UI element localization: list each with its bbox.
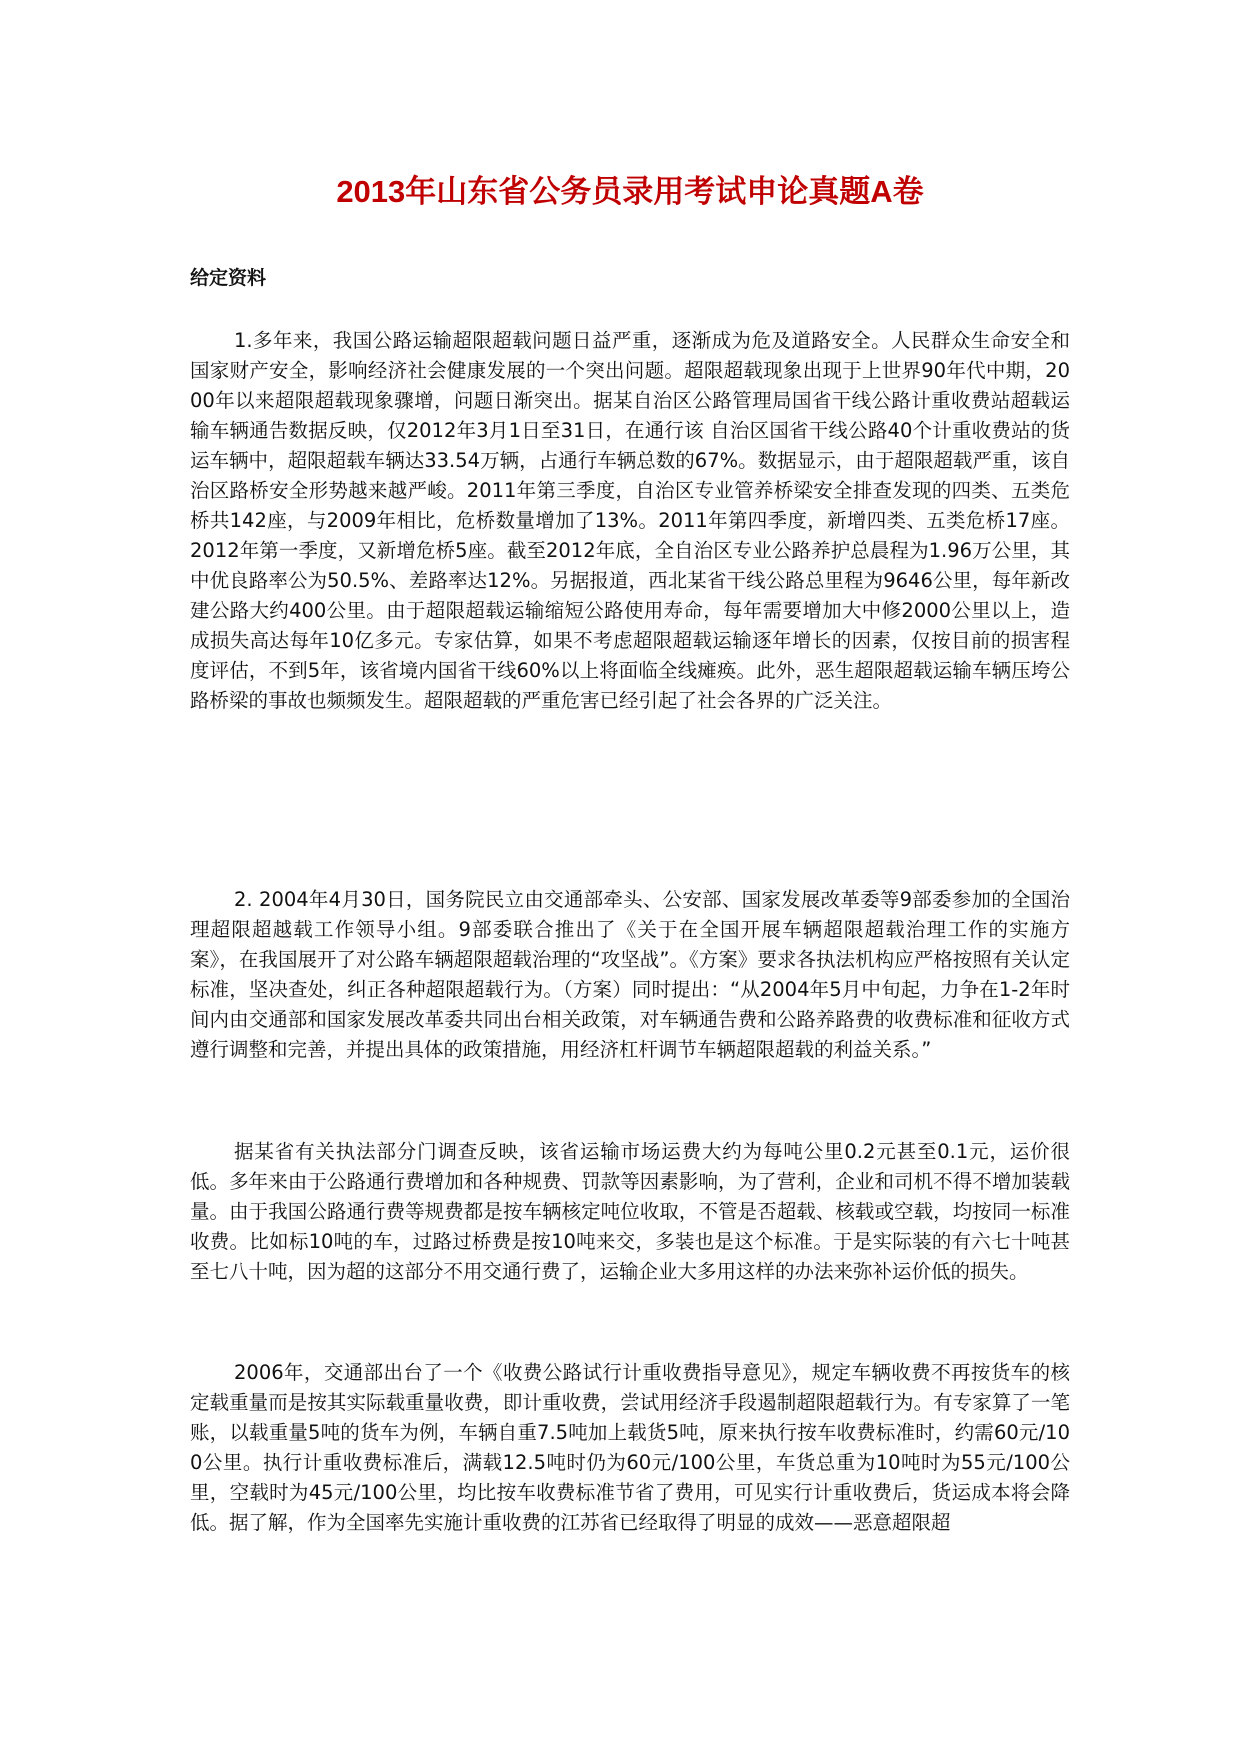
- paragraph-4: 2006年，交通部出台了一个《收费公路试行计重收费指导意见》，规定车辆收费不再按货车的核定载重量而是按其实际载重量收费，即计重收费，尝试用经济手段遏制超限超载行为。有专家算了一笔账，以载重量5吨的货车为例，车辆自重7.5吨加上载货5吨，原来执行按车收费标准时，约需60元/100公里。执行计重收费标准后，满载12.5吨时仍为60元/100公里，车货总重为10吨时为55元/100公里，空载时为45元/100公里，均比按车收费标准节省了费用，可见实行计重收费后，货运成本将会降低。据了解，作为全国率先实施计重收费的江苏省已经取得了明显的成效——恶意超限超: [190, 1361, 1070, 1534]
- document-page: [190, 0, 1070, 1754]
- paragraph-2: 2. 2004年4月30日，国务院民立由交通部牵头、公安部、国家发展改革委等9部委参加的全国治理超限超越载工作领导小组。9部委联合推出了《关于在全国开展车辆超限超载治理工作的实施方案》，在我国展开了对公路车辆超限超载治理的“攻坚战”。《方案》要求各执法机构应严格按照有关认定标准，坚决查处，纠正各种超限超载行为。（方案）同时提出：“从2004年5月中旬起，力争在1-2年时间内由交通部和国家发展改革委共同出台相关政策，对车辆通告费和公路养路费的收费标准和征收方式遵行调整和完善，并提出具体的政策措施，用经济杠杆调节车辆超限超载的利益关系。”: [190, 888, 1070, 1061]
- paragraph-1: 1.多年来，我国公路运输超限超载问题日益严重，逐渐成为危及道路安全。人民群众生命安全和国家财产安全，影响经济社会健康发展的一个突出问题。超限超载现象出现于上世界90年代中期，2000年以来超限超载现象骤增，问题日渐突出。据某自治区公路管理局国省干线公路计重收费站超载运输车辆通告数据反映，仅2012年3月1日至31日，在通行该 自治区国省干线公路40个计重收费站的货运车辆中，超限超载车辆达33.54万辆，占通行车辆总数的67%。数据显示，由于超限超载严重，该自治区路桥安全形势越来越严峻。2011年第三季度，自治区专业管养桥梁安全排查发现的四类、五类危桥共142座，与2009年相比，危桥数量增加了13%。2011年第四季度，新增四类、五类危桥17座。2012年第一季度，又新增危桥5座。截至2012年底，全自治区专业公路养护总晨程为1.96万公里，其中优良路率公为50.5%、差路率达12%。另据报道，西北某省干线公路总里程为9646公里，每年新改建公路大约400公里。由于超限超载运输缩短公路使用寿命，每年需要增加大中修2000公里以上，造成损失高达每年10亿多元。专家估算，如果不考虑超限超载运输逐年增长的因素，仅按目前的损害程度评估，不到5年，该省境内国省干线60%以上将面临全线瘫痪。此外，恶生超限超载运输车辆压垮公路桥梁的事故也频频发生。超限超载的严重危害已经引起了社会各界的广泛关注。: [190, 329, 1070, 712]
- paragraph-3: 据某省有关执法部分门调查反映，该省运输市场运费大约为每吨公里0.2元甚至0.1元，运价很低。多年来由于公路通行费增加和各种规费、罚款等因素影响，为了营利，企业和司机不得不增加装载量。由于我国公路通行费等规费都是按车辆核定吨位收取，不管是否超载、核载或空载，均按同一标准收费。比如标10吨的车，过路过桥费是按10吨来交，多装也是这个标准。于是实际装的有六七十吨甚至七八十吨，因为超的这部分不用交通行费了，运输企业大多用这样的办法来弥补运价低的损失。: [190, 1140, 1070, 1283]
- section-label: 给定资料: [190, 267, 267, 289]
- page-title: 2013年山东省公务员录用考试申论真题A卷: [336, 174, 924, 209]
